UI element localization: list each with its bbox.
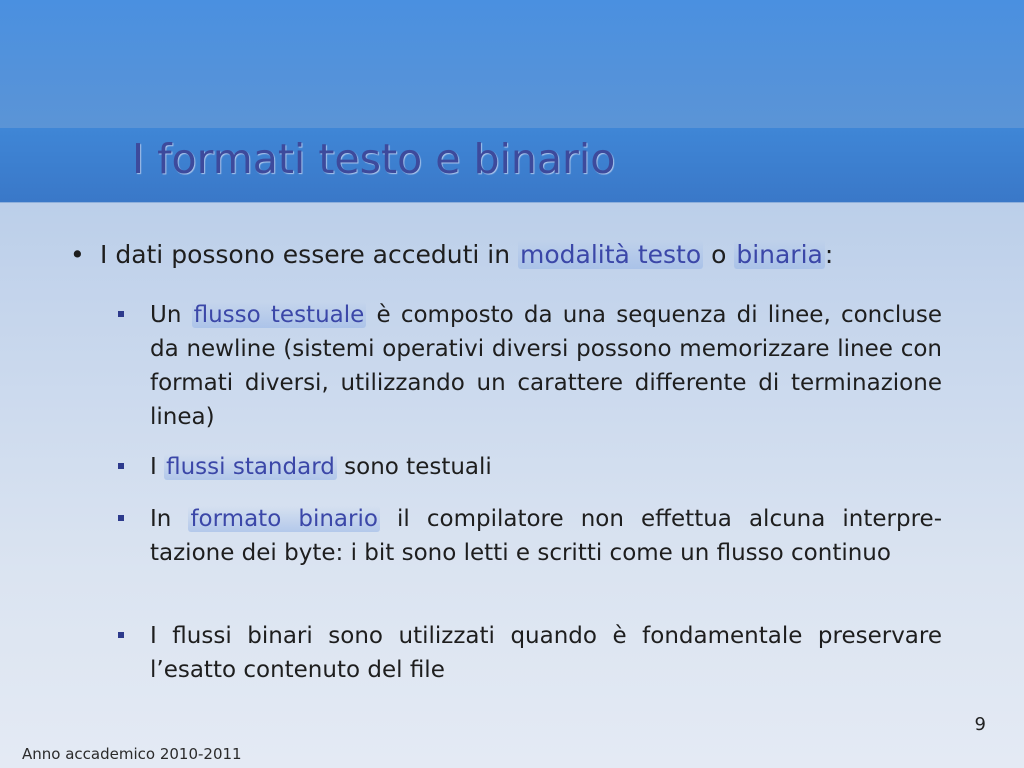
slide-title: I formati testo e binario [132, 135, 616, 183]
sub-bullet-text: è composto da una sequenza di linee, concluse da newline (sistemi operativi diversi possono memorizzare linee con formati diversi, utilizzando un carattere differente di terminazione linea) [150, 302, 942, 430]
term-formato-binario: formato binario [190, 506, 378, 532]
header-band [0, 0, 1024, 128]
square-bullet-icon [118, 463, 124, 469]
sub-bullet-prefix: I [150, 454, 165, 480]
sub-bullet-text: il compilatore non effettua alcuna interpre-tazione dei byte: i bit sono letti e scritti come un flusso continuo [150, 506, 943, 566]
page-number: 9 [974, 714, 986, 735]
sub-bullet-formato-binario [118, 502, 942, 570]
sub-bullet-prefix: In [150, 506, 189, 532]
sub-bullet-text: sono testuali [336, 454, 492, 480]
sub-bullet-flussi-binari [118, 619, 942, 687]
main-bullet-prefix: I dati possono essere acceduti in [100, 240, 519, 269]
main-bullet [70, 240, 950, 269]
sub-bullet-flussi-standard [118, 450, 942, 484]
term-modalita-testo: modalità testo [520, 240, 702, 269]
main-bullet-suffix: : [824, 240, 834, 269]
square-bullet-icon [118, 515, 124, 521]
term-flussi-standard: flussi standard [166, 454, 335, 480]
square-bullet-icon [118, 632, 124, 638]
square-bullet-icon [118, 311, 124, 317]
sub-bullet-text: I flussi binari sono utilizzati quando è fondamentale preservare l’esatto contenuto del file [150, 623, 942, 683]
main-bullet-mid: o [703, 240, 735, 269]
term-flusso-testuale: flusso testuale [193, 302, 365, 328]
bullet-dot-icon: • [70, 240, 85, 269]
sub-bullet-prefix: Un [150, 302, 192, 328]
footer-text: Anno accademico 2010-2011 [22, 745, 242, 763]
sub-bullet-flusso-testuale [118, 298, 942, 434]
term-binaria: binaria [736, 240, 823, 269]
